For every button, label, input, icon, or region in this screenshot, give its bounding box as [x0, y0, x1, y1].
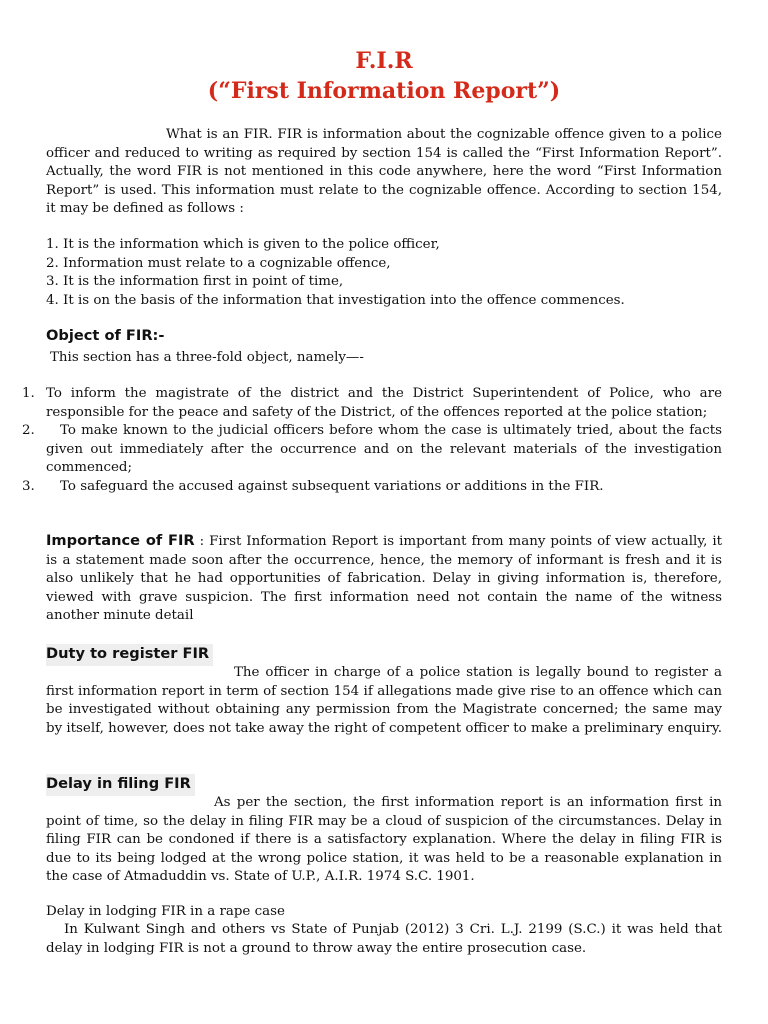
delay-paragraph	[46, 794, 722, 887]
delay-text: As per the section, the first information report is an information first in point of time, so the delay in filing FIR may be a cloud of suspicion of the circumstances. Delay in filing FIR can be condoned if there is a satisfactory explanation. Where the delay in filing FIR is due to its being lodged at the wrong police station, it was held to be a reasonable explanation in the case of Atmaduddin vs. State of U.P., A.I.R. 1974 S.C. 1901.	[46, 795, 722, 884]
importance-text: : First Information Report is important from many points of view actually, it is a statement made soon after the occurrence, hence, the memory of informant is fresh and it is also unlikely that he had opportunities of fabrication. Delay in giving information is, therefore, viewed with grave suspicion. The first information need not contain the name of the witness another minute detail	[46, 534, 722, 623]
list-item: 1. It is the information which is given to the police officer,	[46, 237, 440, 252]
duty-heading: Duty to register FIR	[46, 644, 213, 666]
list-item-number: 2.	[22, 423, 35, 438]
list-item	[22, 478, 722, 497]
list-item-text: To make known to the judicial officers before whom the case is ultimately tried, about the facts given out immediately after the occurrence and on the relevant materials of the investigation commenced;	[46, 423, 722, 475]
list-item-number: 3.	[22, 478, 35, 494]
list-item	[22, 422, 722, 478]
importance-heading: Importance of FIR	[46, 532, 195, 549]
intro-paragraph	[46, 126, 722, 219]
delay-heading: Delay in filing FIR	[46, 774, 195, 796]
importance-paragraph	[46, 532, 722, 626]
rape-case-title: Delay in lodging FIR in a rape case	[46, 904, 285, 919]
title-abbreviation: F.I.R	[355, 48, 413, 74]
list-item: 3. It is the information first in point of time,	[46, 274, 344, 289]
object-list	[22, 385, 722, 496]
list-item-text: To inform the magistrate of the district and the District Superintendent of Police, who are responsible for the peace and safety of the District, of the offences reported at the police station;	[46, 386, 722, 420]
rape-case-text: In Kulwant Singh and others vs State of Punjab (2012) 3 Cri. L.J. 2199 (S.C.) it was held that delay in lodging FIR is not a ground to throw away the entire prosecution case.	[46, 922, 722, 956]
object-heading: Object of FIR:-	[46, 327, 165, 344]
rape-case-paragraph	[46, 921, 722, 958]
list-item: 4. It is on the basis of the information that investigation into the offence commences.	[46, 292, 625, 308]
list-item: 2. Information must relate to a cognizable offence,	[46, 255, 391, 271]
list-item-number: 1.	[22, 386, 35, 401]
intro-text: What is an FIR. FIR is information about the cognizable offence given to a police officer and reduced to writing as required by section 154 is called the “First Information Report”. Actually, the word FIR is not mentioned in this code anywhere, here the word “First Information Report” is used. This information must relate to the cognizable offence. According to section 154, it may be defined as follows :	[46, 127, 722, 216]
duty-text: The officer in charge of a police station is legally bound to register a first information report in term of section 154 if allegations made give rise to an offence which can be investigated without obtaining any permission from the Magistrate concerned; the same may by itself, however, does not take away the right of competent officer to make a preliminary enquiry.	[46, 665, 722, 736]
title-full: (“First Information Report”)	[207, 78, 561, 104]
list-item	[22, 385, 722, 422]
duty-paragraph	[46, 664, 722, 738]
definition-list	[46, 236, 625, 310]
list-item-text: To safeguard the accused against subsequent variations or additions in the FIR.	[60, 478, 604, 494]
object-lead: This section has a three-fold object, namely—-	[50, 350, 364, 365]
